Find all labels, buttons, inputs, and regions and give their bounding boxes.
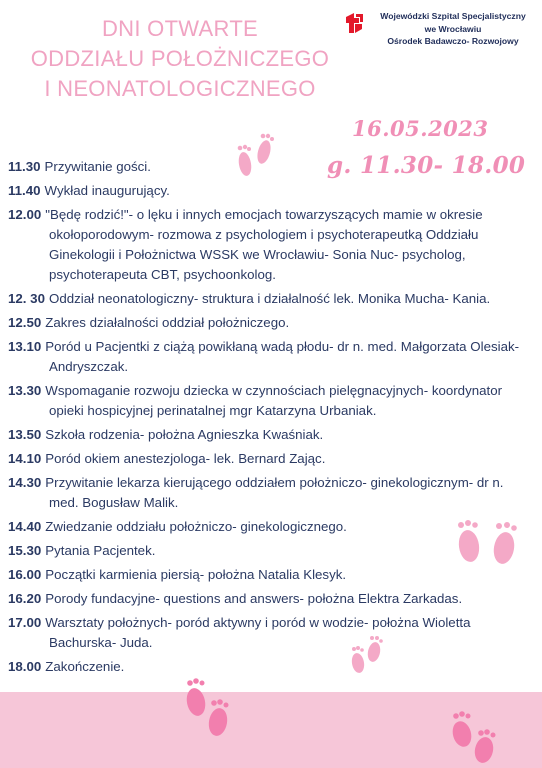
schedule-time: 12.50 bbox=[8, 315, 42, 330]
schedule-item bbox=[8, 313, 520, 333]
schedule-item bbox=[8, 425, 520, 445]
schedule-text: Przywitanie lekarza kierującego oddziałem położniczo- ginekologicznym- dr n. med. Bogusław Malik. bbox=[45, 475, 504, 510]
schedule-item bbox=[8, 589, 520, 609]
schedule-text: Zwiedzanie oddziału położniczo- ginekologicznego. bbox=[45, 519, 347, 534]
hospital-name-line-1: Wojewódzki Szpital Specjalistyczny bbox=[380, 11, 526, 21]
schedule-time: 13.10 bbox=[8, 339, 42, 354]
schedule-text: Oddział neonatologiczny- struktura i działalność lek. Monika Mucha- Kania. bbox=[48, 291, 491, 306]
schedule-time: 11.40 bbox=[8, 183, 41, 198]
hospital-name-line-2: we Wrocławiu bbox=[424, 23, 482, 34]
schedule-text: Zakończenie. bbox=[45, 659, 125, 674]
baby-feet-icon bbox=[346, 630, 386, 680]
schedule-item bbox=[8, 657, 520, 677]
baby-feet-icon bbox=[452, 510, 530, 572]
schedule-time: 14.10 bbox=[8, 451, 42, 466]
title-line-1: DNI OTWARTE bbox=[101, 16, 259, 41]
schedule-item bbox=[8, 337, 520, 377]
schedule-time: 16.20 bbox=[8, 591, 42, 606]
title-line-2: ODDZIAŁU POŁOŻNICZEGO bbox=[30, 46, 330, 71]
schedule-item bbox=[8, 473, 520, 513]
schedule-time: 15.30 bbox=[8, 543, 42, 558]
schedule-time: 17.00 bbox=[8, 615, 42, 630]
event-date: 16.05.2023 bbox=[352, 116, 489, 141]
schedule-text: Poród okiem anestezjologa- lek. Bernard Zając. bbox=[45, 451, 326, 466]
baby-feet-icon bbox=[230, 128, 280, 186]
event-time: g. 11.30- 18.00 bbox=[327, 152, 526, 179]
schedule-time: 11.30 bbox=[8, 159, 41, 174]
schedule-time: 12. 30 bbox=[8, 291, 45, 306]
schedule-text: Szkoła rodzenia- położna Agnieszka Kwaśniak. bbox=[45, 427, 324, 442]
schedule-text: Poród u Pacjentki z ciążą powikłaną wadą płodu- dr n. med. Małgorzata Olesiak- Andryszczak. bbox=[45, 339, 520, 374]
schedule-text: Wspomaganie rozwoju dziecka w czynnościach pielęgnacyjnych- koordynator opieki hospicyjnej perinatalnej mgr Katarzyna Urbaniak. bbox=[45, 383, 503, 418]
schedule-item bbox=[8, 449, 520, 469]
schedule-text: Wykład inaugurujący. bbox=[44, 183, 170, 198]
schedule-time: 14.40 bbox=[8, 519, 42, 534]
schedule-list bbox=[8, 157, 520, 681]
schedule-item bbox=[8, 613, 520, 653]
schedule-time: 14.30 bbox=[8, 475, 42, 490]
hospital-logo-icon bbox=[343, 11, 365, 35]
baby-feet-icon bbox=[446, 706, 502, 768]
schedule-item bbox=[8, 565, 520, 585]
hospital-name-line-3: Ośrodek Badawczo- Rozwojowy bbox=[387, 36, 519, 46]
schedule-text: Porody fundacyjne- questions and answers- położna Elektra Zarkadas. bbox=[45, 591, 463, 606]
schedule-item bbox=[8, 289, 520, 309]
schedule-text: Warsztaty położnych- poród aktywny i poród w wodzie- położna Wioletta Bachurska- Juda. bbox=[45, 615, 471, 650]
hospital-logo bbox=[343, 8, 538, 60]
page-title bbox=[0, 14, 360, 104]
schedule-text: Przywitanie gości. bbox=[44, 159, 151, 174]
hospital-name bbox=[369, 10, 537, 48]
schedule-text: Zakres działalności oddział położniczego. bbox=[45, 315, 290, 330]
schedule-time: 13.50 bbox=[8, 427, 42, 442]
schedule-time: 12.00 bbox=[8, 207, 42, 222]
schedule-item bbox=[8, 205, 520, 285]
title-line-3: I NEONATOLOGICZNEGO bbox=[44, 76, 316, 101]
schedule-item bbox=[8, 541, 520, 561]
schedule-text: Początki karmienia piersią- położna Natalia Klesyk. bbox=[45, 567, 347, 582]
schedule-text: Pytania Pacjentek. bbox=[45, 543, 156, 558]
schedule-item bbox=[8, 517, 520, 537]
schedule-time: 18.00 bbox=[8, 659, 42, 674]
schedule-item bbox=[8, 381, 520, 421]
schedule-time: 16.00 bbox=[8, 567, 42, 582]
baby-feet-icon bbox=[180, 672, 236, 742]
schedule-text: "Będę rodzić!"- o lęku i innych emocjach towarzyszących mamie w okresie okołoporodowym- rozmowa z psychologiem i psychoterapeutką Oddziału Ginekologii i Położnictwa WSSK we Wrocławiu- Sonia Nuc- psycholog, psychoterapeuta CBT, psychoonkolog. bbox=[45, 207, 483, 282]
schedule-time: 13.30 bbox=[8, 383, 42, 398]
